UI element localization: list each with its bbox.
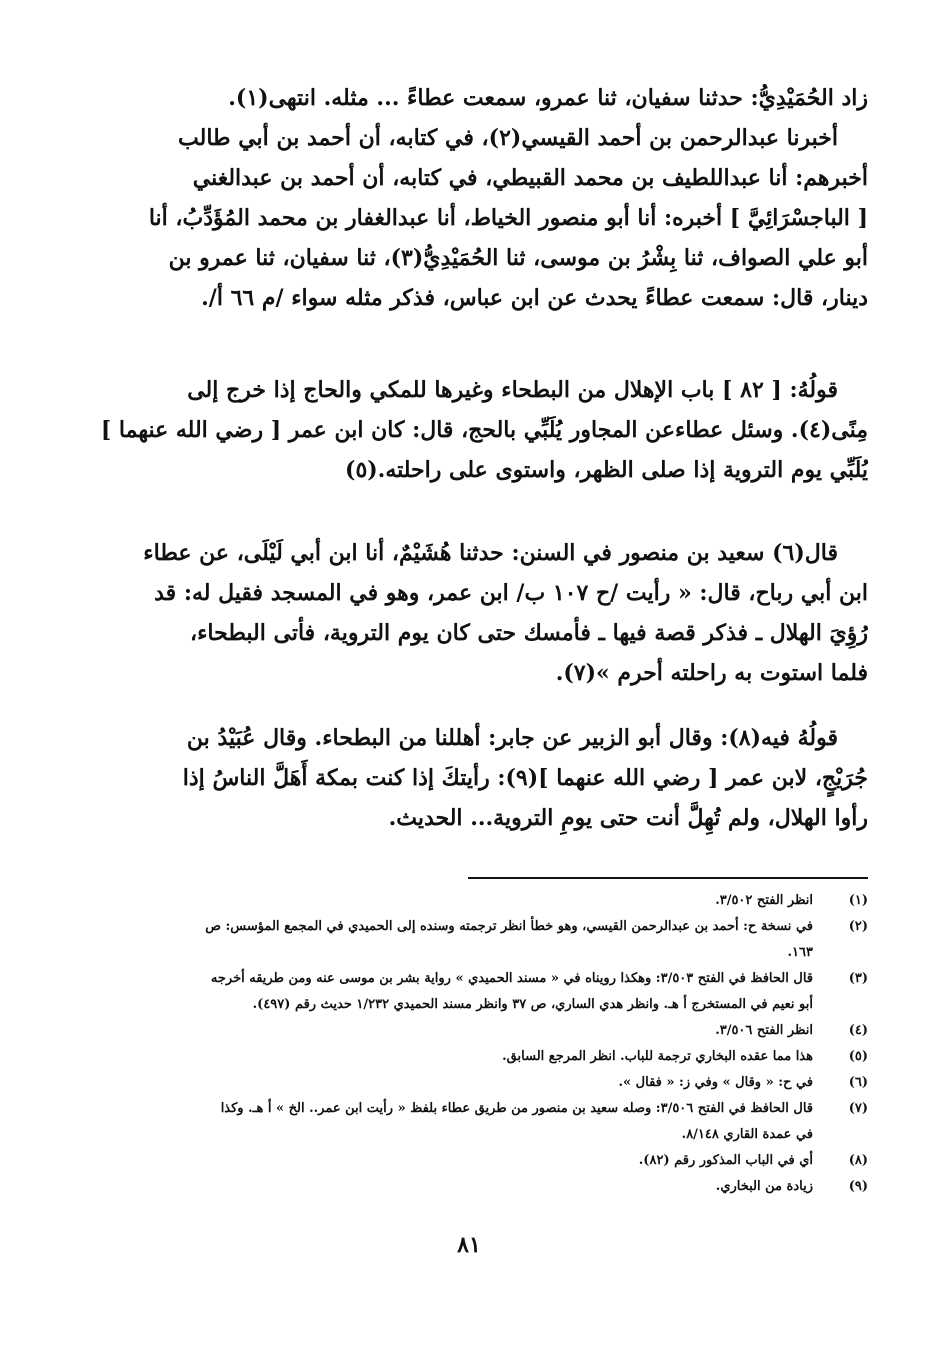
footnote-text: انظر الفتح ٣/٥٠٦.	[715, 1023, 813, 1038]
footnote-continuation	[68, 992, 868, 1018]
footnote-text: هذا مما عقده البخاري ترجمة للباب. انظر المرجع السابق.	[502, 1049, 813, 1064]
footnote-text: أي في الباب المذكور رقم (٨٢).	[638, 1153, 813, 1168]
footnote-text: في ح: « وقال » وفي ز: « فقال ».	[618, 1075, 813, 1090]
paragraph-2	[68, 370, 868, 490]
footnote-text: في نسخة ح: أحمد بن عبدالرحمن القيسي، وهو خطأ انظر ترجمته وسنده إلى الحميدي في المجمع المؤسس: ص	[205, 919, 813, 934]
text-line: أخبرنا عبدالرحمن بن أحمد القيسي(٢)، في كتابه، أن أحمد بن أبي طالب	[178, 125, 838, 151]
footnote-number: (٣)	[848, 971, 868, 986]
text-line: جُرَيْجٍ، لابن عمر [ رضي الله عنهما ](٩): رأيتكَ إذا كنت بمكة أَهَلَّ الناسُ إذا	[182, 765, 868, 791]
footnote	[68, 966, 868, 992]
paragraph-1	[68, 78, 868, 318]
footnote-continuation	[68, 1122, 868, 1148]
footnote-text: زيادة من البخاري.	[715, 1179, 813, 1194]
text-line: فلما استوت به راحلته أحرم »(٧).	[555, 660, 868, 686]
text-line: يُلَبِّي يوم التروية إذا صلى الظهر، واستوى على راحلته.(٥)	[345, 457, 868, 483]
footnote	[68, 1096, 868, 1122]
footnote-text: في عمدة القاري ٨/١٤٨.	[681, 1127, 813, 1142]
footnote-number: (٨)	[848, 1153, 868, 1168]
footnote	[68, 1174, 868, 1200]
footnote-number: (٥)	[848, 1049, 868, 1064]
footnote-number: (٩)	[848, 1179, 868, 1194]
paragraph-3	[68, 533, 868, 693]
footnote	[68, 1148, 868, 1174]
footnote	[68, 888, 868, 914]
text-line: زاد الحُمَيْدِيُّ: حدثنا سفيان، ثنا عمرو، سمعت عطاءً ... مثله. انتهى(١).	[228, 85, 868, 111]
text-line: قولُهُ: [ ٨٢ ] باب الإهلال من البطحاء وغيرها للمكي والحاج إذا خرج إلى	[187, 377, 838, 403]
text-line: قولُهُ فيه(٨): وقال أبو الزبير عن جابر: أهللنا من البطحاء. وقال عُبَيْدُ بن	[186, 725, 838, 751]
page-number: ٨١	[457, 1232, 481, 1258]
text-line: أخبرهم: أنا عبداللطيف بن محمد القبيطي، في كتابه، أن أحمد بن عبدالغني	[192, 165, 868, 191]
footnote-number: (٦)	[848, 1075, 868, 1090]
footnote-text: ١٦٣.	[787, 945, 813, 960]
footnote-separator	[468, 877, 868, 879]
footnote-number: (٤)	[848, 1023, 868, 1038]
footnote	[68, 1018, 868, 1044]
footnote	[68, 1044, 868, 1070]
footnote-text: أبو نعيم في المستخرج أ هـ. وانظر هدي الساري، ص ٣٧ وانظر مسند الحميدي ١/٢٣٢ حديث رقم (٤٩٧).	[252, 997, 813, 1012]
footnote	[68, 914, 868, 940]
text-line: رُؤِيَ الهلال ـ فذكر قصة فيها ـ فأمسك حتى كان يوم التروية، فأتى البطحاء،	[189, 620, 868, 646]
footnote-number: (٢)	[848, 919, 868, 934]
footnote-text: قال الحافظ في الفتح ٣/٥٠٣: وهكذا رويناه في « مسند الحميدي » رواية بشر بن موسى عنه ومن طريقه أخرجه	[210, 971, 813, 986]
text-line: دينار، قال: سمعت عطاءً يحدث عن ابن عباس، فذكر مثله سواء /م ٦٦ أ/.	[201, 285, 868, 311]
text-line: ابن أبي رباح، قال: « رأيت /ح ١٠٧ ب/ ابن عمر، وهو في المسجد فقيل له: قد	[154, 580, 868, 606]
footnote-continuation	[68, 940, 868, 966]
text-line: أبو علي الصواف، ثنا بِشْرُ بن موسى، ثنا الحُمَيْدِيُّ(٣)، ثنا سفيان، ثنا عمرو بن	[168, 245, 868, 271]
text-line: مِنًى(٤). وسئل عطاءعن المجاور يُلَبِّي بالحج، قال: كان ابن عمر [ رضي الله عنهما ]	[100, 417, 868, 443]
footnote-number: (١)	[848, 893, 868, 908]
footnote-text: قال الحافظ في الفتح ٣/٥٠٦: وصله سعيد بن منصور من طريق عطاء بلفظ « رأيت ابن عمر.. الخ » أ هـ. وكذا	[220, 1101, 813, 1116]
text-line: رأوا الهلال، ولم تُهِلَّ أنت حتى يومِ التروية... الحديث.	[388, 805, 868, 831]
footnotes	[68, 888, 868, 1200]
text-line: قال(٦) سعيد بن منصور في السنن: حدثنا هُشَيْمٌ، أنا ابن أبي لَيْلَى، عن عطاء	[143, 540, 838, 566]
footnote-text: انظر الفتح ٣/٥٠٢.	[715, 893, 813, 908]
footnote-number: (٧)	[848, 1101, 868, 1116]
text-line: [ الباجسْرَائِيَّ ] أخبره: أنا أبو منصور الخياط، أنا عبدالغفار بن محمد المُؤَدِّبُ، أنا	[148, 205, 868, 231]
footnote	[68, 1070, 868, 1096]
paragraph-4	[68, 718, 868, 838]
